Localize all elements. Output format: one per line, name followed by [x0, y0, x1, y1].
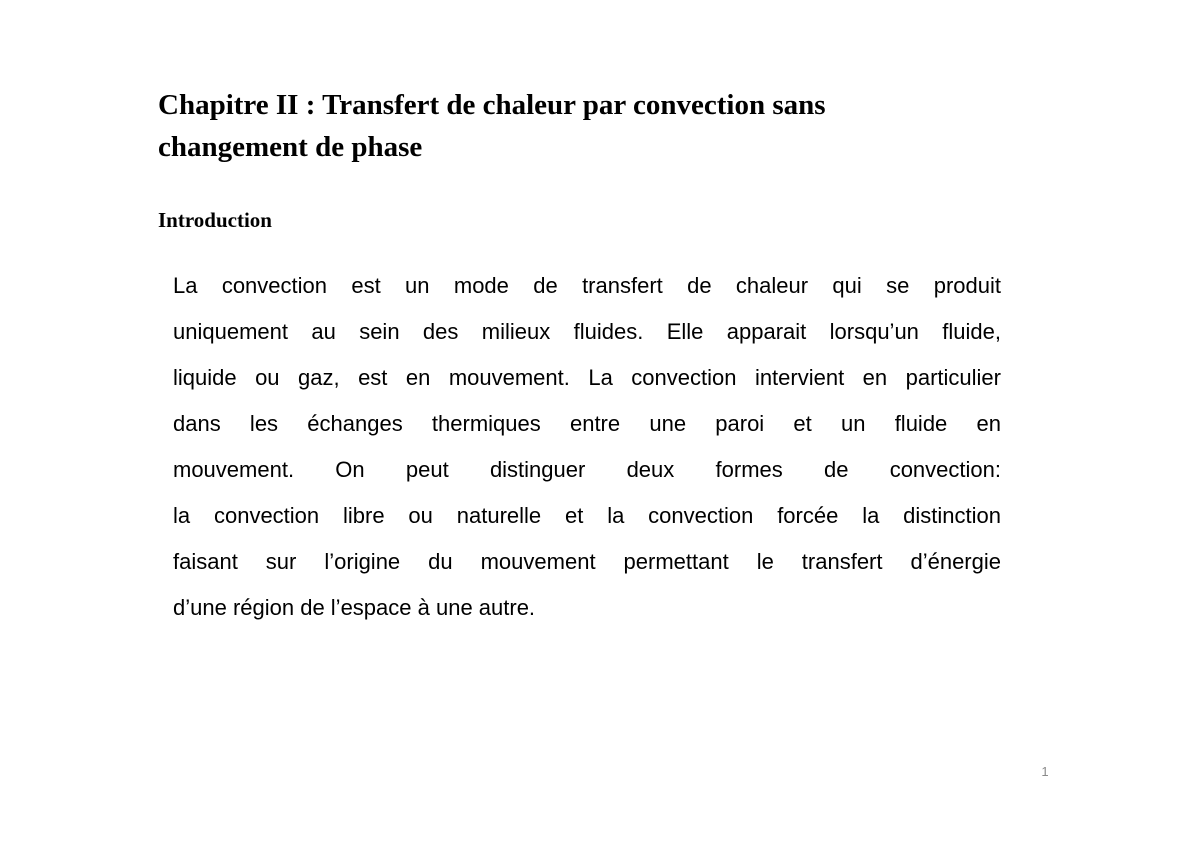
paragraph-line: La convection est un mode de transfert de chaleur qui se produit [173, 273, 1001, 298]
paragraph-line: liquide ou gaz, est en mouvement. La convection intervient en particulier [173, 365, 1001, 390]
paragraph-line: mouvement. On peut distinguer deux formes de convection: [173, 457, 1001, 482]
paragraph-line: faisant sur l’origine du mouvement permettant le transfert d’énergie [173, 549, 1001, 574]
paragraph-line: d’une région de l’espace à une autre. [173, 595, 536, 620]
page-title [158, 84, 1018, 168]
page-number: 1 [1041, 764, 1049, 779]
body-paragraph [173, 264, 1001, 632]
title-line: changement de phase [158, 131, 423, 163]
title-line: Chapitre II : Transfert de chaleur par convection sans [158, 89, 826, 121]
paragraph-line: la convection libre ou naturelle et la convection forcée la distinction [173, 503, 1001, 528]
paragraph-line: dans les échanges thermiques entre une paroi et un fluide en [173, 411, 1001, 436]
section-heading: Introduction [158, 208, 272, 232]
paragraph-line: uniquement au sein des milieux fluides. Elle apparait lorsqu’un fluide, [173, 319, 1001, 344]
